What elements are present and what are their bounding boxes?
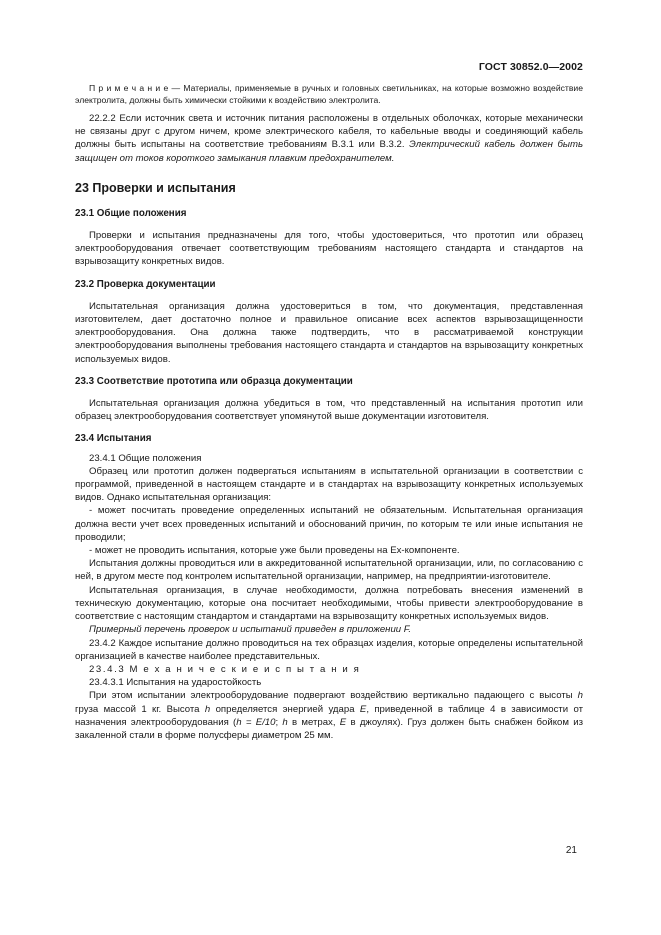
note-paragraph bbox=[75, 82, 583, 106]
section-23-4-1-p2: Испытания должны проводиться или в аккредитованной испытательной организации, или, по согласованию с ней, в другом месте под контролем испытательной организации, например, на предприятии-изготовителе. bbox=[75, 558, 583, 583]
section-23-1-title: 23.1 Общие положения bbox=[75, 207, 187, 219]
section-23-4-1-p3: Испытательная организация, в случае необходимости, должна потребовать внесения изменений в техническую документацию, которые она посчитает необходимыми, чтобы привести электрооборудование в соответствие с настоящим стандартом и стандартами на взрывозащиту конкретных используемых видов. bbox=[75, 584, 583, 623]
section-23-4-2-text: 23.4.2 Каждое испытание должно проводиться на тех образцах изделия, которые определены испытательной организацией в качестве наиболее представительных. bbox=[75, 637, 583, 662]
section-23-3-title: 23.3 Соответствие прототипа или образца документации bbox=[75, 375, 353, 387]
bullet-item: - может посчитать проведение определенных испытаний не обязательным. Испытательная организация должна вести учет всех проведенных испытаний и обоснований причин, по которым те или иные испытания не проводили; bbox=[75, 505, 583, 543]
section-23-1-text: Проверки и испытания предназначены для того, чтобы удостовериться, что прототип или образец электрооборудования отвечает соответствующим требованиям настоящего стандарта и стандартов на взрывозащиту конкретных видов. bbox=[75, 230, 583, 268]
paragraph-22-2-2: 22.2.2 Если источник света и источник питания расположены в отдельных оболочках, которые механически не связаны друг с другом ничем, кроме электрического кабеля, то кабельные вводы и соединяющий кабель должны быть испытаны на соответствие требованиям В.3.1 или В.3.2. Электрический кабель должен быть защищен от токов короткого замыкания плавким предохранителем. bbox=[75, 113, 583, 164]
section-23-title: 23 Проверки и испытания bbox=[75, 180, 236, 195]
subsection-23-4-1-title: 23.4.1 Общие положения bbox=[89, 452, 202, 464]
appendix-f-reference: Примерный перечень проверок и испытаний приведен в приложении F. bbox=[89, 624, 412, 636]
document-header: ГОСТ 30852.0—2002 bbox=[478, 61, 583, 73]
section-23-4-title: 23.4 Испытания bbox=[75, 433, 152, 445]
section-23-2-title: 23.2 Проверка документации bbox=[75, 278, 216, 290]
section-23-3-text: Испытательная организация должна убедиться в том, что представленный на испытания прототип или образец электрооборудования соответствует упомянутой выше документации изготовителя. bbox=[75, 398, 583, 423]
bullet-item: - может не проводить испытания, которые уже были проведены на Ex-компоненте. bbox=[89, 545, 460, 557]
section-23-2-text: Испытательная организация должна удостовериться в том, что документация, представленная изготовителем, дает достаточно полное и правильное описание всех аспектов взрывозащищенности электрооборудования. Она должна также подтвердить, что в рассматриваемой конструкции электрооборудования выполнены требования настоящего стандарта и стандартов на взрывозащиту конкретных используемых видов. bbox=[75, 300, 583, 365]
subsection-23-4-3-1-title: 23.4.3.1 Испытания на ударостойкость bbox=[89, 677, 262, 689]
impact-formula: h = E/10 bbox=[236, 716, 276, 728]
subsection-23-4-3-title: 23.4.3 М е х а н и ч е с к и е и с п ы т а н и я bbox=[89, 663, 361, 675]
page-number: 21 bbox=[565, 845, 577, 856]
cable-protection-note: Электрический кабель должен быть защищен от токов короткого замыкания плавким предохранителем. bbox=[75, 139, 583, 164]
page-content bbox=[75, 82, 583, 742]
note-text: — Материалы, применяемые в ручных и головных светильниках, на которые возможно воздействие электролита, должны быть химически стойкими к воздействию электролита. bbox=[75, 83, 583, 105]
note-label: П р и м е ч а н и е bbox=[89, 83, 169, 93]
impact-test-text: При этом испытании электрооборудование подвергают воздействию вертикально падающего с высоты h груза массой 1 кг. Высота h определяется энергией удара E, приведенной в таблице 4 в зависимости от назначения электрооборудования (h = E/10; h в метрах, E в джоулях). Груз должен быть снабжен бойком из закаленной стали в форме полусферы диаметром 25 мм. bbox=[75, 690, 584, 741]
section-23-4-1-p1: Образец или прототип должен подвергаться испытаниям в испытательной организации в соответствии с программой, приведенной в настоящем стандарте и в стандартах на взрывозащиту конкретных используемых видов. Однако испытательная организация: bbox=[75, 465, 583, 504]
